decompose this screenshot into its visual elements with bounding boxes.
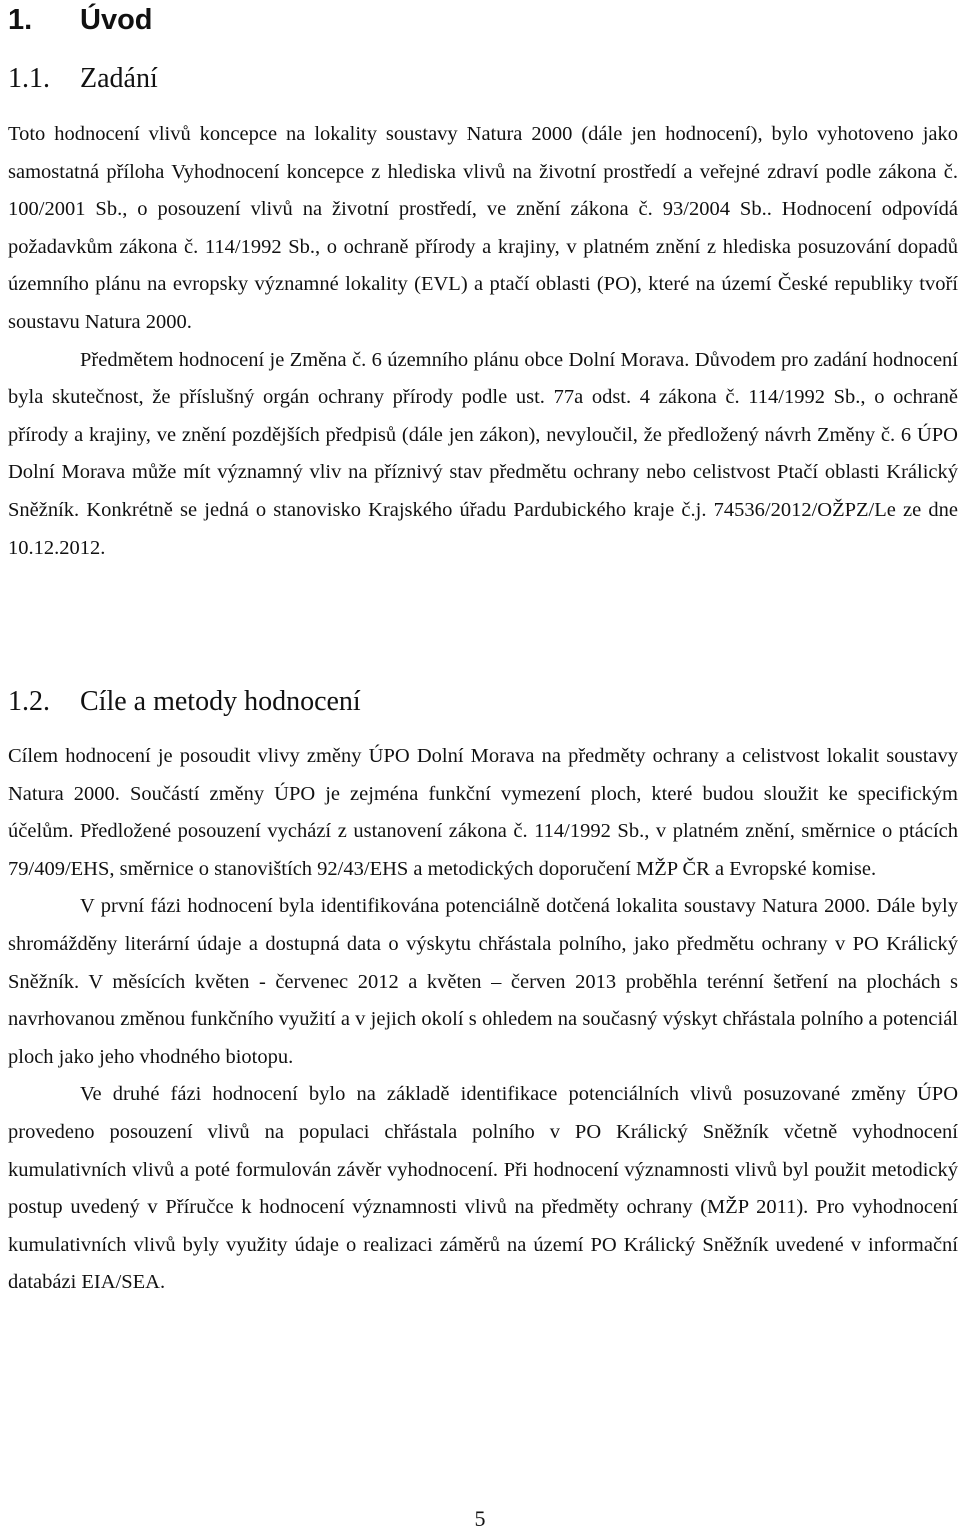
chapter-number: 1. xyxy=(8,4,33,36)
section-body-zadani xyxy=(8,116,958,567)
chapter-title: Úvod xyxy=(80,4,153,36)
paragraph: Ve druhé fázi hodnocení bylo na základě identifikace potenciálních vlivů posuzované změny ÚPO provedeno posouzení vlivů na populaci chřástala polního v PO Králický Sněžník včetně vyhodnocení kumulativních vlivů a poté formulován závěr vyhodnocení. Při hodnocení významnosti vlivů byl použit metodický postup uvedený v Příručce k hodnocení významnosti vlivů na předměty ochrany (MŽP 2011). Pro vyhodnocení kumulativních vlivů byly využity údaje o realizaci záměrů na území PO Králický Sněžník uvedené v informační databázi EIA/SEA. xyxy=(8,1083,958,1294)
page-number: 5 xyxy=(474,1506,486,1531)
paragraph: Předmětem hodnocení je Změna č. 6 územního plánu obce Dolní Morava. Důvodem pro zadání hodnocení byla skutečnost, že příslušný orgán ochrany přírody podle ust. 77a odst. 4 zákona č. 114/1992 Sb., o ochraně přírody a krajiny, ve znění pozdějších předpisů (dále jen zákon), nevyloučil, že předložený návrh Změny č. 6 ÚPO Dolní Morava může mít významný vliv na příznivý stav předmětu ochrany nebo celistvost Ptačí oblasti Králický Sněžník. Konkrétně se jedná o stanovisko Krajského úřadu Pardubického kraje č.j. 74536/2012/OŽPZ/Le ze dne 10.12.2012. xyxy=(8,348,958,559)
section-number: 1.2. xyxy=(8,686,50,717)
section-heading-cile xyxy=(8,684,361,720)
section-title: Cíle a metody hodnocení xyxy=(80,686,361,717)
paragraph: V první fázi hodnocení byla identifikována potenciálně dotčená lokalita soustavy Natura 2000. Dále byly shromážděny literární údaje a dostupná data o výskytu chřástala polního, jako předmětu ochrany v PO Králický Sněžník. V měsících květen - červenec 2012 a květen – červen 2013 proběhla terénní šetření na plochách s navrhovanou změnou funkčního využití a v jejich okolí s ohledem na současný výskyt chřástala polního a potenciál ploch jako jeho vhodného biotopu. xyxy=(8,895,958,1068)
paragraph: Toto hodnocení vlivů koncepce na lokality soustavy Natura 2000 (dále jen hodnocení), bylo vyhotoveno jako samostatná příloha Vyhodnocení koncepce z hlediska vlivů na životní prostředí a veřejné zdraví podle zákona č. 100/2001 Sb., o posouzení vlivů na životní prostředí, ve znění zákona č. 93/2004 Sb.. Hodnocení odpovídá požadavkům zákona č. 114/1992 Sb., o ochraně přírody a krajiny, v platném znění z hlediska posuzování dopadů územního plánu na evropsky významné lokality (EVL) a ptačí oblasti (PO), které na území České republiky tvoří soustavu Natura 2000. xyxy=(8,123,958,333)
section-heading-zadani xyxy=(8,61,158,97)
section-title: Zadání xyxy=(80,63,158,94)
chapter-heading xyxy=(8,2,153,38)
section-body-cile xyxy=(8,738,958,1302)
paragraph: Cílem hodnocení je posoudit vlivy změny ÚPO Dolní Morava na předměty ochrany a celistvost lokalit soustavy Natura 2000. Součástí změny ÚPO je zejména funkční vymezení ploch, které budou sloužit ke specifickým účelům. Předložené posouzení vychází z ustanovení zákona č. 114/1992 Sb., v platném znění, směrnice o ptácích 79/409/EHS, směrnice o stanovištích 92/43/EHS a metodických doporučení MŽP ČR a Evropské komise. xyxy=(8,745,958,880)
section-number: 1.1. xyxy=(8,63,50,94)
